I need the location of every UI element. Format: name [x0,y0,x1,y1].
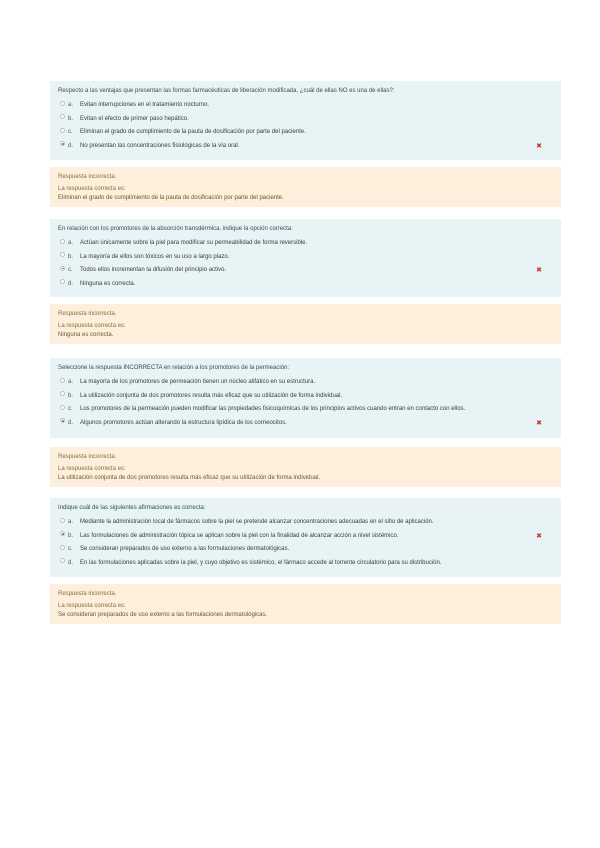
option-letter: c. [68,129,73,135]
option-letter: c. [68,267,73,273]
option-text: La utilización conjunta de dos promotores resulta más eficaz que su utilización de forma individual. [80,392,343,399]
option-text: Evitan interrupciones en el tratamiento nocturno. [80,102,210,108]
radio-button-selected[interactable] [60,266,65,271]
radio-button[interactable] [60,279,65,284]
option-d[interactable] [58,557,553,571]
feedback-3 [50,447,561,487]
radio-button[interactable] [60,518,65,523]
question-4 [50,498,561,577]
correct-answer-label: La respuesta correcta es: [58,466,126,472]
question-text: Seleccione la respuesta INCORRECTA en relación a los promotores de la permeación: [58,365,289,371]
option-text: En las formulaciones aplicadas sobre la piel, y cuyo objetivo es sistémico, el fármaco accede al torrente circulatorio para su distribución. [80,559,442,566]
option-text: Mediante la administración local de fármacos sobre la piel se pretende alcanzar concentraciones adecuadas en el sitio de aplicación. [80,519,434,525]
option-letter: b. [68,532,74,539]
option-text: La mayoría de ellos son tóxicos en su uso a largo plazo. [80,253,230,260]
option-text: Todos ellos incrementan la difusión del principio activo. [80,267,227,273]
option-letter: a. [68,379,74,385]
radio-button-selected[interactable] [60,531,65,536]
question-text: Indique cuál de las siguientes afirmaciones es correcta: [58,505,206,511]
radio-button[interactable] [60,128,65,133]
option-text: Actúan únicamente sobre la piel para modificar su permeabilidad de forma reversible. [80,240,308,246]
option-letter: b. [68,392,74,399]
radio-button-selected[interactable] [60,141,65,146]
radio-button[interactable] [60,378,65,383]
radio-button[interactable] [60,114,65,119]
feedback-4 [50,584,561,624]
option-letter: d. [68,280,74,287]
question-text: En relación con los promotores de la absorción transdérmica, indique la opción correcta: [58,226,293,232]
option-letter: c. [68,546,73,552]
option-a[interactable] [58,376,553,390]
correct-answer-label: La respuesta correcta es: [58,186,126,192]
correct-answer-text: La utilización conjunta de dos promotores resulta más eficaz que su utilización de forma individual. [58,475,321,481]
option-letter: b. [68,253,74,260]
option-text: Se consideran preparados de uso externo a las formulaciones dermatológicas. [80,546,290,552]
option-b[interactable] [58,390,553,404]
feedback-2 [50,304,561,344]
option-letter: d. [68,559,74,566]
option-letter: d. [68,419,74,426]
option-d[interactable] [58,417,553,431]
option-text: La mayoría de los promotores de permeación tienen un núcleo alifático en su estructura. [80,379,316,385]
radio-button[interactable] [60,405,65,410]
incorrect-icon: ✖ [536,419,542,427]
feedback-1 [50,167,561,207]
radio-button[interactable] [60,545,65,550]
correct-answer-label: La respuesta correcta es: [58,323,126,329]
option-b[interactable] [58,530,553,544]
question-3 [50,358,561,438]
feedback-status: Respuesta incorrecta. [58,311,117,317]
radio-button[interactable] [60,391,65,396]
option-d[interactable] [58,140,553,154]
option-c[interactable] [58,543,553,557]
correct-answer-text: Ninguna es correcta. [58,332,114,338]
option-letter: d. [68,142,74,149]
radio-button[interactable] [60,101,65,106]
question-2 [50,219,561,297]
feedback-status: Respuesta incorrecta. [58,454,117,460]
incorrect-icon: ✖ [536,142,542,150]
question-1 [50,81,561,160]
option-text: No presentan las concentraciones fisiológicas de la vía oral. [80,142,240,149]
radio-button-selected[interactable] [60,418,65,423]
radio-button[interactable] [60,239,65,244]
correct-answer-text: Se consideran preparados de uso externo a las formulaciones dermatológicas. [58,612,268,618]
feedback-status: Respuesta incorrecta. [58,174,117,180]
correct-answer-label: La respuesta correcta es: [58,603,126,609]
option-text: Las formulaciones de administración tópica se aplican sobre la piel con la finalidad de alcanzar acción a nivel sistémico. [80,532,399,539]
option-c[interactable] [58,264,553,278]
feedback-status: Respuesta incorrecta. [58,591,117,597]
option-a[interactable] [58,516,553,530]
question-text: Respecto a las ventajas que presentan las formas farmacéuticas de liberación modificada, ¿cuál de ellas NO es una de ellas?: [58,88,395,94]
option-b[interactable] [58,113,553,127]
option-d[interactable] [58,278,553,292]
option-c[interactable] [58,126,553,140]
radio-button[interactable] [60,252,65,257]
option-a[interactable] [58,99,553,113]
incorrect-icon: ✖ [536,267,542,274]
option-text: Evitan el efecto de primer paso hepático. [80,115,189,122]
option-text: Los promotores de la permeación pueden modificar las propiedades fisicoquímicas de los principios activos cuando entran en contacto con ellos. [80,406,466,412]
option-letter: a. [68,240,74,246]
radio-button[interactable] [60,558,65,563]
option-c[interactable] [58,403,553,417]
option-letter: a. [68,519,74,525]
correct-answer-text: Eliminan el grado de cumplimiento de la pauta de dosificación por parte del paciente. [58,195,284,201]
option-text: Algunos promotores actúan alterando la estructura lipídica de los corneocitos. [80,419,287,426]
option-text: Ninguna es correcta. [80,280,136,287]
option-letter: a. [68,102,74,108]
option-b[interactable] [58,251,553,265]
option-text: Eliminan el grado de cumplimiento de la pauta de dosificación por parte del paciente. [80,129,306,135]
option-letter: b. [68,115,74,122]
incorrect-icon: ✖ [536,532,542,540]
option-a[interactable] [58,237,553,251]
option-letter: c. [68,406,73,412]
